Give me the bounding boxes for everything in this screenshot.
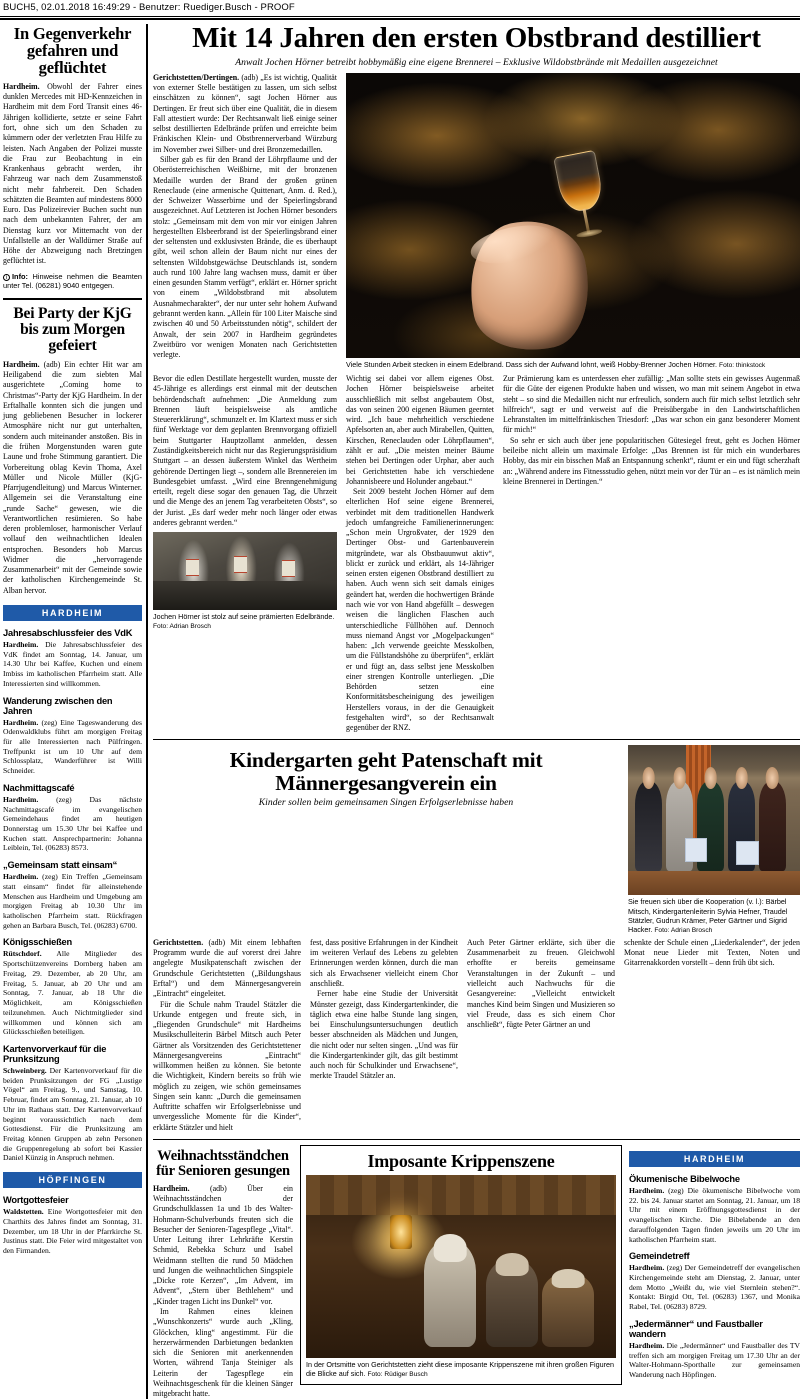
- brief-item: [3, 1044, 142, 1163]
- kjg-headline: Bei Party der KjG bis zum Morgen gefeiert: [13, 304, 132, 354]
- brief-subhead: Ökumenische Bibelwoche: [629, 1173, 740, 1184]
- brief-subhead: „Jedermänner“ und Faustballer wandern: [629, 1318, 763, 1339]
- brief-text: Hardheim. (zeg) Das nächste Nachmittagscafé im evangelischen Gemeindehaus findet am heutigen Donnerstag um 15.30 Uhr bei Kaffee und Kuchen statt. Ansprechpartnerin: Johanna Leiblein, Tel. (06283) 8573.: [3, 794, 142, 853]
- paragraph: Gerichtstetten. (adb) Mit einem lebhaften Programm wurde die auf vorerst drei Jahre angelegte Musikpatenschaft zwischen der Grundschule Gerichtstetten („Bildungshaus Erftal“) und dem Männergesangverein „Eintracht“ eingeleitet.: [153, 937, 301, 999]
- paragraph: Silber gab es für den Brand der Löhrpflaume und der Oberösterreichischen Weißbirne, mit der bronzenen Medaille wurden der Brand der großen grünen Reneclaude (eine armenische Quittenart, Anm. d. Red.), der Schweizer Wasserbirne und der Speierlingsbrand ausgezeichnet. Auf Letzteren ist Jochen Hörner besonders stolz: „Gemeinsam mit dem von mir vor einigen Jahren hergestellten Elsbeerbrand ist der Speierlingsbrand einer der seltensten und exklusivsten Brände, die es überhaupt gibt, weil schon allein der Baum nicht nur eines der seltensten Wildobstgewächse Deutschlands ist, sondern auch rund 100 Jahre lang wachsen muss, damit er über einen gesunden Stamm verfügt“, erklärt er. Hörner spricht von einem „Wildobstbrand mit absolutem Ausnahmecharakter“, der nur unter sehr hohem Aufwand gebrannt werden kann. „Allein für 100 Liter Maische sind zwischen 40 und 50 Arbeitsstunden nötig“, schildert der Anwalt, der sein 2007 in Hardheim gegründetes Zweitbüro vor wenigen Monaten nach Gerichtstetten verlegte.: [153, 154, 337, 360]
- left-rail-column: [0, 20, 146, 1399]
- right-rail-column: [629, 1145, 800, 1399]
- newspaper-page: [0, 20, 800, 1399]
- lead-photo-caption: [346, 360, 800, 370]
- lead-kicker: Anwalt Jochen Hörner betreibt hobbymäßig eine eigene Brennerei – Exklusive Wildobstbrände mit Medaillen ausgezeichnet: [235, 56, 718, 68]
- paragraph: Ferner habe eine Studie der Universität Münster gezeigt, dass Kindergartenkinder, die täglich etwa eine halbe Stunde lang singen, bei Einschulungsuntersuchungen deutlich besser abschneiden als Mädchen und Jungen, die nicht oder nur selten singen. „Und was für die Kindergartenkinder gilt, das gilt bestimmt auch noch für Schulkinder und Erwachsene“, merkte Traudel Stätzler an.: [310, 989, 458, 1081]
- rail-briefs-hardheim: [3, 628, 142, 1163]
- caption-text: In der Ortsmitte von Gerichtstetten zieht diese imposante Krippenszene mit ihren großen Figuren die Blicke auf sich.: [306, 1359, 615, 1378]
- brief-subhead: „Gemeinsam statt einsam“: [3, 860, 118, 871]
- paragraph: Auch Peter Gärtner erklärte, sich über die Zusammenarbeit zu freuen. Gleichwohl erhoffte er bereits gemeinsame Veranstaltungen in der Zukunft – und vielleicht auch Nachwuchs für die Gesangvereine: „Vielleicht entwickelt manches Kind beim Singen und Musizieren so viel Freude, dass es sich einem Chor anschließt“, fügte Peter Gärtner an und: [467, 937, 615, 1030]
- kg-col-4: [624, 938, 800, 1133]
- brief-subhead: Nachmittagscafé: [3, 782, 75, 793]
- kindergarten-headline: Kindergarten geht Patenschaft mit Männergesangverein ein: [229, 748, 543, 795]
- brief-item: [3, 937, 142, 1036]
- section-bar-hardheim: HARDHEIM: [3, 605, 142, 621]
- left-lead-headline: In Gegenverkehr gefahren und geflüchtet: [13, 24, 132, 77]
- paragraph: Hardheim. (adb) Über ein Weihnachtsständchen der Grundschulklassen 1a und 1b des Walter-Hohmann-Schulverbunds freuten sich die Besucher der Senioren-Tagespflege „Vital“. Unter Leitung ihrer Lehrkräfte Kerstin Schmid, Rebekka Schurz und Isabel Weidmann stellten die rund 50 Mädchen und Jungen die weihnachtlichen Singspiele „Dicke rote Kerzen“, „Im Advent, im Advent“, „Stern über Bethlehem“ und „Kinder tragen Licht ins Dunkel“ vor.: [153, 1183, 293, 1306]
- brief-text: Hardheim. (zeg) Die ökumenische Bibelwoche vom 22. bis 24. Januar startet am Sonntag, 21. Januar, um 18 Uhr mit einem Eröffnungsgottesdienst in der evangelischen Kirche. Die Bibelabende an den darauffolgenden Tagen finden jeweils um 20 Uhr im katholischen Pfarrheim statt.: [629, 1185, 800, 1244]
- kjg-body: [3, 360, 142, 596]
- photo-award-bottles: [153, 532, 337, 610]
- kindergarten-left: [153, 745, 619, 934]
- kg-col-2: [310, 938, 458, 1133]
- left-lead-body: [3, 82, 142, 267]
- brief-subhead: Gemeindetreff: [629, 1251, 690, 1262]
- paragraph: Gerichtstetten/Dertingen. (adb) „Es ist wichtig, Qualität von externer Stelle bestätigen zu lassen, um sich selbst einschätzen zu können“, sagt Jochen Hörner aus Dertingen. Er freut sich über eine Qualität, die in diesem Fall attestiert wurde: Der Rechtsanwalt ließ einige seiner selbst destillierten Edelbrände prüfen und erreichte beim Fränkischen Klein- und Obstbrennerverband Würzburg im November zwei Silber- und drei Bronzemedaillen.: [153, 72, 337, 154]
- paragraph: Bevor die edlen Destillate hergestellt wurden, musste der 45-Jährige es allerdings erst einmal mit der deutschen behördendschaft aufnehmen: „Die Anmeldung zum Brennen läuft beispielsweise als amtliche Steuererklärung“, schmunzelt er. Im Klartext muss er sich fünf Werktage vor dem geplanten Brennvorgang offiziell beim Stuttgarter Hauptzollamt anmelden, dessen Zuständigkeitsbereich nicht nur das Regierungspräsidium Stuttgart – an dessen äußerstem Winkel das Wertheim gehörende Dertingen liegt –, sondern alle Brennereien im Bundesgebiet umfasst. „Wird eine Brenngenehmigung erteilt, regelt diese sogar den genauen Tag, die Uhrzeit und die Menge des an jenem Tag verarbeiteten Obsts“, so der Jurist. „Es darf weder mehr noch länger oder etwas anderes gebrannt werden.“: [153, 374, 337, 527]
- brief-item: [629, 1319, 800, 1380]
- paragraph: Hardheim. Obwohl der Fahrer eines dunklen Mercedes mit HD-Kennzeichen in Hardheim mit dem Ford Transit eines 46-Jährigen kollidierte, setzte er seine Fahrt fort, ohne sich um den Schaden zu kümmern oder der verletzten Frau Hilfe zu leisten. Nach Angaben der Polizei musste die Frau zur Beobachtung in ein Krankenhaus gebracht werden, ihr Fahrzeug war nach dem Zusammenstoß nicht mehr fahrbereit. Den Schaden schätzten die Beamten auf mindestens 8000 Euro. Das Polizeirevier Buchen sucht nun nach dem unbekannten Fahrer, der am Dienstag kurz vor Mitternacht von der Unfallstelle an der Walldürner Straße auf Höhe der Abzweigung nach Bretzingen geflüchtet ist.: [3, 81, 142, 266]
- kg-col-1: [153, 938, 301, 1133]
- brief-text: Hardheim. (zeg) Ein Treffen „Gemeinsam statt einsam“ findet für alleinstehende Menschen aus Hardheim und Umgebung am morgigen Freitag ab 10.30 Uhr im katholischen Pfarrheim statt. Rückfragen gehen an Barbara Busch, Tel. (06283) 6700.: [3, 872, 142, 930]
- proof-status-bar: BUCH5, 02.01.2018 16:49:29 - Benutzer: Ruediger.Busch - PROOF: [3, 2, 295, 13]
- brief-item: [3, 860, 142, 930]
- kindergarten-story: [153, 745, 800, 934]
- brief-text: Hardheim. (zeg) Der Gemeindetreff der evangelischen Kirchengemeinde steht am Dienstag, 2. Januar, unter dem Motto „Weißt du, wie viel Sternlein stehen?“. Kontakt: Birgid Ott, Tel. (06283) 1367, und Monika Rabel, Tel. (06283) 8729.: [629, 1263, 800, 1312]
- brief-text: Rütschdorf. Alle Mitglieder des Sportschützenvereins Dornberg haben am Freitag, 29. Dezember, ab 20 Uhr, am Freitag, 5. Januar, ab 20 Uhr und am Sonntag, 7. Januar, ab 18 Uhr die Möglichkeit, am Königsschießen teilzunehmen. Auch Nichtmitglieder sind willkommen und können sich am Glücksschießen beteiligen.: [3, 949, 142, 1037]
- brief-item: [3, 783, 142, 853]
- senioren-story: [153, 1145, 293, 1399]
- brief-item: [629, 1174, 800, 1244]
- paragraph: Für die Schule nahm Traudel Stätzler die Urkunde entgegen und freute sich, in „fliegenden Grundschule“ mit Hardheims Musikschulleiterin Bärbel Mitsch auch Peter Gärtner als Vorsitzenden des Gerichtstettener Männergesangvereins „Eintracht“ willkommen heißen zu können. Sie betonte die Wichtigkeit, Kindern bereits so früh wie möglich zu zeigen, wie schön gemeinsames Singen sein kann: „Durch die gemeinsamen Auftritte schaffen wir Erfolgserlebnisse und unvergessliche Momente für die Kinder“, erklärte Stätzler und hielt: [153, 999, 301, 1132]
- police-info-line: [3, 272, 142, 291]
- paragraph: Hardheim. (adb) Ein echter Hit war am Heiligabend die zum siebten Mal ausgerichtete „Coming home to Christmas“-Party der KjG Hardheim. In der Erftalhalle konnten sich die jungen und jung gebliebenen Besucher in lockerer Atmosphäre nicht nur gut unterhalten, sondern auch miteinander anstoßen. Bis in die frühen Morgenstunden waren gute Laune und frohe Stimmung garantiert. Die Vorbereitung oblag Kevin Thoma, Axel Müller und Nicole Müller (KjG-Pfarrjugendleitung) und Marcus Winterner. Allgemein sei die Veranstaltung eine „runde Sache“ gewesen, wie die Verantwortlichen resümieren. So habe deren problemloser, harmonischer Verlauf vollauf den weihnachtlichen Idealen entsprochen. Besonders hob Marcus Widmer die „hervorragende Zusammenarbeit“ mit der Gemeinde sowie der katholischen Kirchengemeinde St. Alban hervor.: [3, 359, 142, 595]
- brief-subhead: Kartenvorverkauf für die Prunksitzung: [3, 1043, 107, 1064]
- lead-text-left: [153, 73, 337, 370]
- paragraph: fest, dass positive Erfahrungen in der Kindheit im weiteren Verlauf des Lebens zu gelebten Erinnerungen werden können, durch die man sich als Erwachsener vielleicht einem Chor anschließt.: [310, 937, 458, 988]
- lead-col-2: [153, 374, 337, 733]
- lead-headline: Mit 14 Jahren den ersten Obstbrand destilliert: [192, 22, 761, 54]
- lead-text-col4: [503, 374, 800, 733]
- brief-item: [3, 628, 142, 689]
- kg-col-3: [467, 938, 615, 1133]
- kindergarten-photo-caption: [628, 897, 800, 934]
- photo-brandy-glass-in-cellar: [346, 73, 800, 358]
- paragraph: So sehr er sich auch über jene popularitischen Gütesiegel freut, geht es Jochen Hörner beileibe nicht allein um maximale Erfolge: „Das Brennen ist für mich ein wunderbares Hobby, das mir ein bisschen Maß an Entspannung schenkt“, räumt er ein und fügt scherzhaft an: „Während andere ins Fitnessstudio gehen, nützt mein vor der Tür an – es ist nämlich mein kleine Brennerei in Dertingen.“: [503, 435, 800, 486]
- section-bar-hardheim-right: HARDHEIM: [629, 1151, 800, 1167]
- photo-credit: Foto: Rüdiger Busch: [367, 1370, 428, 1378]
- story-divider-2: [153, 1139, 800, 1140]
- lead-bottom-band: [153, 374, 800, 733]
- brief-text: Waldstetten. Eine Wortgottesfeier mit den Charthits des Jahres findet am Sonntag, 31. Dezember, um 18 Uhr in der Pfarrkirche St. Justinus statt. Die Feier wird mitgestaltet von den Firmanden.: [3, 1207, 142, 1256]
- brief-subhead: Wortgottesfeier: [3, 1195, 69, 1206]
- info-text: Info: Hinweise nehmen die Beamten unter Tel. (06281) 9040 entgegen.: [3, 271, 142, 291]
- krippe-frame: [300, 1145, 622, 1385]
- photo-cooperation-group: [628, 745, 800, 895]
- photo-credit: Foto: Adrian Brosch: [153, 623, 211, 631]
- rail-divider-1: [3, 298, 142, 300]
- main-column: [148, 20, 800, 1399]
- brief-text: Hardheim. Die Jahresabschlussfeier des VdK findet am Sonntag, 14. Januar, um 14.30 Uhr bei Kaffee, Kuchen und einem Imbiss im katholischen Pfarrheim statt. Alle Interessierten sind willkommen.: [3, 639, 142, 688]
- bottles-caption: [153, 612, 337, 631]
- rail-briefs-hoepfingen: [3, 1195, 142, 1256]
- story-divider-1: [153, 739, 800, 740]
- brief-item: [3, 696, 142, 776]
- paragraph: Wichtig sei dabei vor allem eigenes Obst. Jochen Hörner beispielsweise arbeitet ausschließlich mit selbst angebautem Obst, das von seinen 200 eigenen Bäumen geerntet wird. „Ich baue mehrheitlich verschiedene Apfelsorten an, aber auch Mirabellen, Quitten, Kirschen, Reneclauden oder Löhrpflaumen“, zählt er auf. „Die meisten meiner Bäume stehen bei Dertingen oder Urphar, aber auch bei Gerichtstetten habe ich verschiedene Johannisbeere und Holunder angebaut.“: [346, 374, 494, 486]
- lantern-icon: [390, 1215, 412, 1249]
- lead-photo-block: [346, 73, 800, 370]
- lead-text-col3: [346, 374, 494, 733]
- brief-item: [629, 1251, 800, 1312]
- brief-subhead: Jahresabschlussfeier des VdK: [3, 627, 133, 638]
- krippe-headline: Imposante Krippenszene: [367, 1150, 555, 1171]
- lead-text-col2: [153, 374, 337, 528]
- kindergarten-photo-block: [628, 745, 800, 934]
- krippe-caption: [306, 1360, 616, 1379]
- caption-text: Viele Stunden Arbeit stecken in einem Edelbrand. Dass sich der Aufwand lohnt, weiß Hobby-Brenner Jochen Hörner.: [346, 359, 718, 369]
- kindergarten-kicker: Kinder sollen beim gemeinsamen Singen Erfolgserlebnisse haben: [258, 796, 514, 808]
- brief-text: Schweinberg. Der Kartenvorverkauf für die beiden Prunksitzungen der FG „Lustige Vögel“ am Freitag, 9., und Samstag, 10. Februar, findet am Sonntag, 21. Januar, ab 10 Uhr im Rathaus statt. Der Kartenvorverkauf beginnt voraussichtlich nach dem Gottesdienst. Für die Prunksitzung am Freitag können Gruppen ab zehn Personen die Gruppenregelung ab sofort bei Kassier Daniel Künzig in Anspruch nehmen.: [3, 1065, 142, 1163]
- krippe-box: [300, 1145, 622, 1399]
- photo-credit: Foto: thinkstock: [719, 361, 766, 369]
- lead-top-band: [153, 73, 800, 370]
- caption-text: Sie freuen sich über die Kooperation (v. l.): Bärbel Mitsch, Kindergartenleiterin Sylvia Hefner, Traudel Stätzler, Gudrun Krämer, Peter Gärtner und Sigrid Hacker.: [628, 897, 788, 934]
- caption-text: Jochen Hörner ist stolz auf seine prämierten Edelbrände.: [153, 612, 335, 622]
- senioren-body: [153, 1184, 293, 1399]
- paragraph: schenkte der Schule einen „Liederkalender“, der jeden Monat neue Lieder mit Texten, Noten und Gitarrenakkorden vorstellt – denn früh übt sich.: [624, 937, 800, 968]
- brief-item: [3, 1195, 142, 1256]
- kindergarten-text-band: [153, 938, 800, 1133]
- senioren-headline: Weihnachtsständchen für Senioren gesungen: [156, 1147, 290, 1179]
- brief-text: Hardheim. Die „Jedermänner“ und Faustballer des TV treffen sich am morgigen Freitag um 17.30 Uhr an der Walter-Hohmann-Sporthalle zur gemeinsamen Wanderung nach Höpfingen.: [629, 1340, 800, 1380]
- brief-subhead: Wanderung zwischen den Jahren: [3, 695, 113, 716]
- bottom-row: [153, 1145, 800, 1399]
- paragraph: Zur Prämierung kam es unterdessen eher zufällig: „Man sollte stets ein gewisses Augenmaß für die Güte der eigenen Produkte haben und wissen, wo man mit seinem Angebot in etwa steht – so sind die Medaillen nicht nur erfreulich, sondern auch für mich selbst letztlich sehr hilfreich“, sagt er und verweist auf die Preisübergabe in den Landwirtschaftlichen Lehranstalten im mittelfränkischen Triesdorf: „Das war schon ein ganz besonderer Moment für mich!“: [503, 374, 800, 435]
- brief-text: Hardheim. (zeg) Eine Tageswanderung des Odenwaldklubs führt am morgigen Freitag für alle Interessierten nach Pülfringen. Treffpunkt ist um 10 Uhr auf dem Schlossplatz, Wanderführer ist Willi Schneider.: [3, 717, 142, 776]
- paragraph: Seit 2009 besteht Jochen Hörner auf dem elterlichen Hof seine eigene Brennerei, verbindet mit dem traditionellen Handwerk jedoch umfangreiche Familienerinnerungen: „Schon mein Urgroßvater, der 1929 den Dertinger Obst- und Gartenbauverein mitgründete, war als Obstbauunwut aktiv“, blickt er zurück und erklärt, als 14-Jähriger seinen ersten eigenen Obstbrand destilliert zu haben. Auch wenn sich seit damals einiges geändert hat, werden die hochwertigen Brände nach wie vor von Hand abgefüllt – deswegen weisen die länglichen Flaschen auch unterschiedliche Füllhöhen auf. Dennoch muss niemand Angst vor „Mogelpackungen“ haben: „Ich verwende geeichte Messkolben, um die Füllstandshöhe zu überprüfen“, erklärt er und fügt an, dass selbst jene Messkolben einer strengen Kontrolle unterliegen. „Die Behörden setzen eine Konformitätsbescheinigung des jeweiligen Herstellers voraus, in der die Genauigkeit festgehalten wird“, so der Rechtsanwalt gegenüber der RNZ.: [346, 487, 494, 733]
- brief-subhead: Königsschießen: [3, 937, 73, 948]
- info-icon: i: [3, 274, 10, 281]
- section-bar-hoepfingen: HÖPFINGEN: [3, 1172, 142, 1188]
- paragraph: Im Rahmen eines kleinen „Wunschkonzerts“ wurde auch „Kling, Glöckchen, kling“ angestimmt. Für die herzerwärmenden Darbietungen bedankten sich die Senioren mit anerkennenden Worten, während Tanja Steiniger als Leiterin der Tagespflege ein Weihnachtsgeschenk für die kleinen Sänger mitgebracht hatte.: [153, 1307, 293, 1399]
- photo-credit: Foto: Adrian Brosch: [654, 926, 713, 934]
